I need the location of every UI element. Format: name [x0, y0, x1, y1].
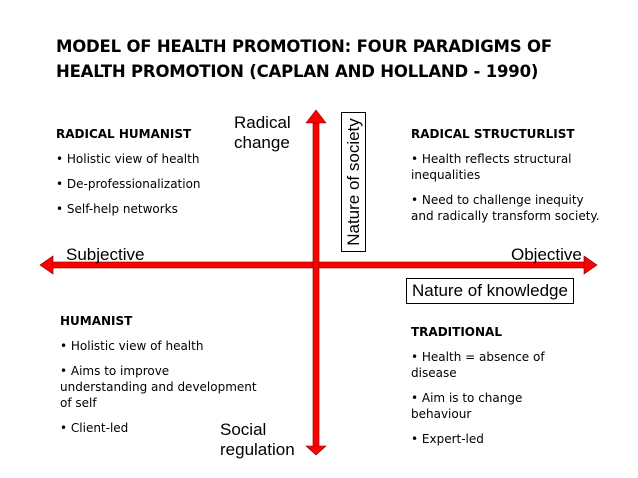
quadrant-heading: TRADITIONAL [411, 325, 502, 339]
list-item: • Aim is to change behaviour [411, 391, 523, 421]
list-item: • Holistic view of health [56, 152, 200, 166]
quadrant-radical-structurlist [411, 126, 601, 233]
list-item: • Self-help networks [56, 202, 178, 216]
quadrant-heading: RADICAL STRUCTURLIST [411, 127, 575, 141]
axis-label-left: Subjective [66, 245, 145, 264]
axis-label-right: Objective [511, 245, 582, 264]
quadrant-radical-humanist [56, 126, 236, 226]
list-item: • Holistic view of health [60, 339, 204, 353]
page-title: MODEL OF HEALTH PROMOTION: FOUR PARADIGMS OF HEALTH PROMOTION (CAPLAN AND HOLLAND - 1990) [56, 37, 552, 81]
axis-label-top: Radical change [234, 113, 291, 152]
nature-of-knowledge-box: Nature of knowledge [406, 278, 574, 304]
list-item: • Aims to improve understanding and development of self [60, 364, 257, 410]
nature-of-society-box [341, 112, 366, 252]
vertical-axis-arrow [306, 110, 326, 455]
list-item: • Health reflects structural inequalities [411, 152, 572, 182]
quadrant-traditional [411, 324, 586, 456]
list-item: • Expert-led [411, 432, 484, 446]
nature-of-society-label: Nature of society [343, 118, 363, 246]
list-item: • De-professionalization [56, 177, 201, 191]
list-item: • Client-led [60, 421, 129, 435]
list-item: • Need to challenge inequity and radically transform society. [411, 193, 600, 223]
list-item: • Health = absence of disease [411, 350, 545, 380]
quadrant-heading: RADICAL HUMANIST [56, 127, 192, 141]
axis-label-bottom: Social regulation [220, 420, 295, 459]
quadrant-heading: HUMANIST [60, 314, 133, 328]
quadrant-humanist [60, 313, 260, 445]
